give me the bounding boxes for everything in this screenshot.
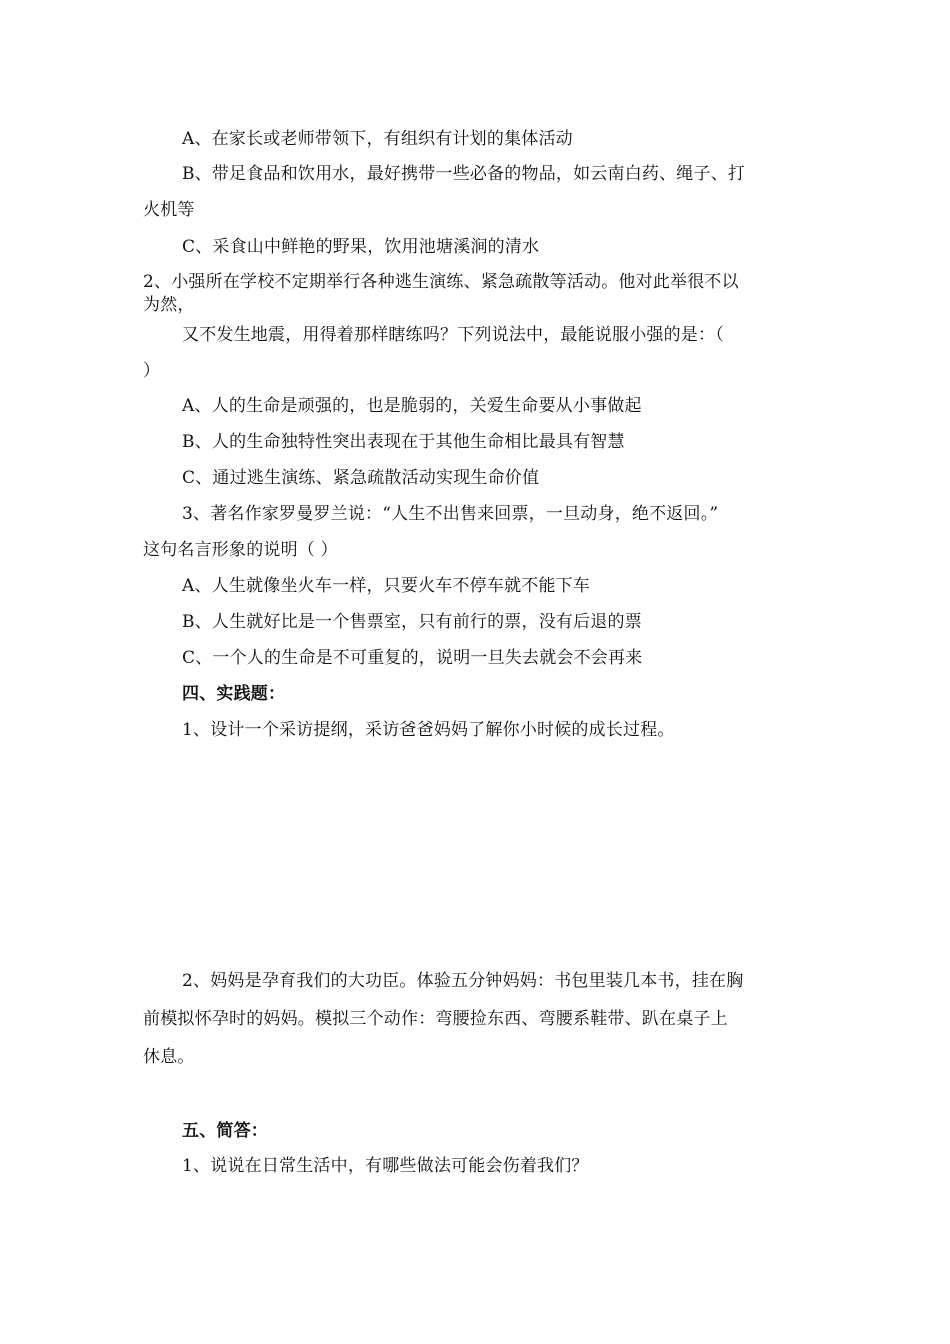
q2-stem-line3: 又不发生地震，用得着那样瞎练吗？下列说法中，最能说服小强的是：（	[182, 325, 724, 345]
q2-option-c: C、通过逃生演练、紧急疏散活动实现生命价值	[182, 468, 540, 488]
q1-option-a: A、在家长或老师带领下，有组织有计划的集体活动	[182, 129, 573, 149]
q2-option-a: A、人的生命是顽强的，也是脆弱的，关爱生命要从小事做起	[182, 396, 642, 416]
q2-stem-line2: 为然，	[143, 295, 195, 315]
q2-stem-line4: ）	[143, 361, 161, 381]
section4-q2-line1: 2、妈妈是孕育我们的大功臣。体验五分钟妈妈：书包里装几本书，挂在胸	[182, 971, 744, 991]
q3-stem-line1: 3、著名作家罗曼罗兰说：“人生不出售来回票，一旦动身，绝不返回。”	[182, 504, 719, 524]
section4-heading: 四、实践题：	[182, 684, 286, 704]
q3-option-c: C、一个人的生命是不可重复的，说明一旦失去就会不会再来	[182, 648, 643, 668]
q3-option-b: B、人生就好比是一个售票室，只有前行的票，没有后退的票	[182, 612, 642, 632]
q1-option-c: C、采食山中鲜艳的野果，饮用池塘溪涧的清水	[182, 237, 540, 257]
q3-stem-line2: 这句名言形象的说明（ ）	[143, 540, 338, 560]
section4-q2-line2: 前模拟怀孕时的妈妈。模拟三个动作：弯腰捡东西、弯腰系鞋带、趴在桌子上	[143, 1009, 728, 1029]
q3-option-a: A、人生就像坐火车一样，只要火车不停车就不能下车	[182, 576, 591, 596]
section5-heading: 五、简答：	[182, 1121, 268, 1141]
q2-stem-line1: 2、小强所在学校不定期举行各种逃生演练、紧急疏散等活动。他对此举很不以	[143, 272, 739, 292]
q2-option-b: B、人的生命独特性突出表现在于其他生命相比最具有智慧	[182, 432, 625, 452]
section4-q1: 1、设计一个采访提纲，采访爸爸妈妈了解你小时候的成长过程。	[182, 720, 675, 740]
q1-option-b-line1: B、带足食品和饮用水，最好携带一些必备的物品，如云南白药、绳子、打	[182, 164, 746, 184]
section4-q2-line3: 休息。	[143, 1047, 195, 1067]
section5-q1: 1、说说在日常生活中，有哪些做法可能会伤着我们？	[182, 1156, 589, 1176]
q1-option-b-line2: 火机等	[143, 200, 195, 220]
